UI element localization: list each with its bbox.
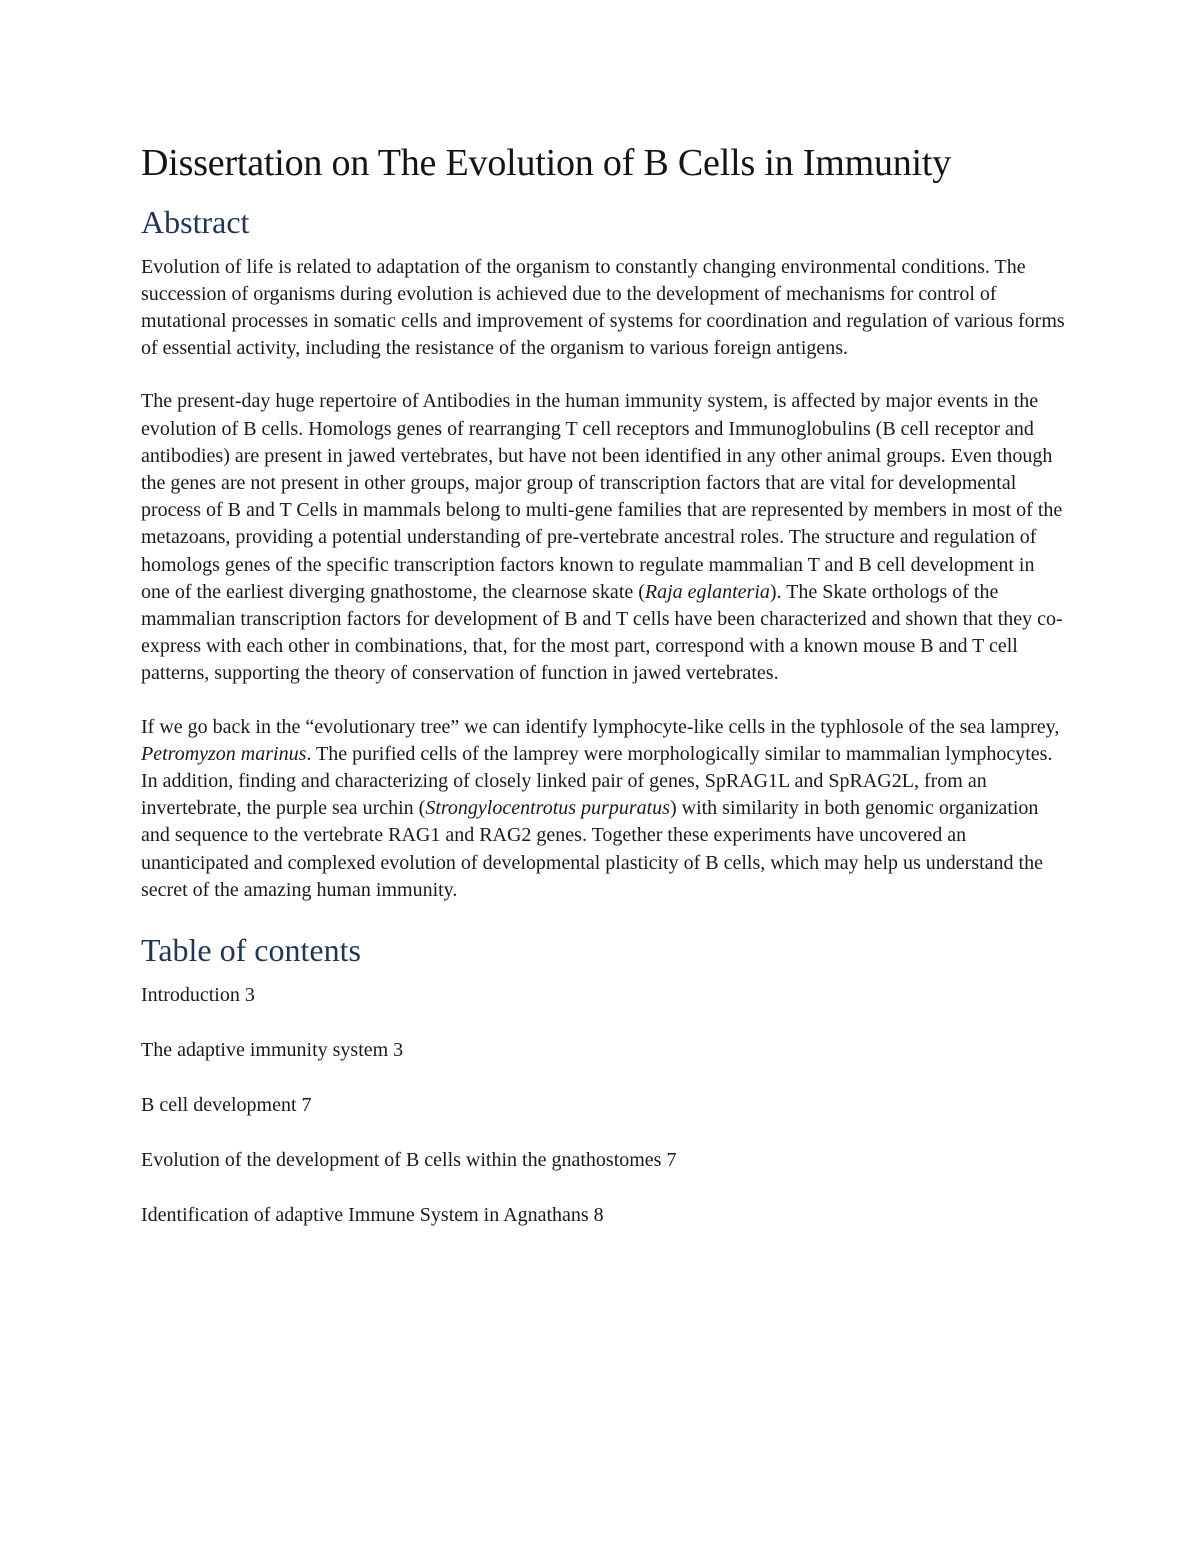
paragraph-text: The present-day huge repertoire of Antibodies in the human immunity system, is affected by major events in the evolution of B cells. Homologs genes of rearranging T cell receptors and Immunoglobulins (B cell receptor and antibodies) are present in jawed vertebrates, but have not been identified in any other animal groups. Even though the genes are not present in other groups, major group of transcription factors that are vital for developmental process of B and T Cells in mammals belong to multi-gene families that are represented by members in most of the metazoans, providing a potential understanding of pre-vertebrate ancestral roles. The structure and regulation of homologs genes of the specific transcription factors known to regulate mammalian T and B cell development in one of the earliest diverging gnathostome, the clearnose skate ( (141, 390, 1063, 603)
abstract-paragraph (141, 388, 1066, 687)
toc-item[interactable]: The adaptive immunity system 3 (141, 1038, 404, 1061)
paragraph-text: ) with similarity in both genomic organization and sequence to the vertebrate RAG1 and RAG2 genes. Together these experiments have uncovered an unanticipated and complexed evolution of developmental plasticity of B cells, which may help us understand the secret of the amazing human immunity. (141, 797, 1043, 901)
abstract-heading: Abstract (141, 203, 250, 240)
paragraph-text: Evolution of life is related to adaptation of the organism to constantly changing environmental conditions. The succession of organisms during evolution is achieved due to the development of mechanisms for control of mutational processes in somatic cells and improvement of systems for coordination and regulation of various forms of essential activity, including the resistance of the organism to various foreign antigens. (141, 255, 1065, 360)
document-page (141, 140, 1066, 1257)
toc-item[interactable]: B cell development 7 (141, 1093, 312, 1116)
paragraph-text: If we go back in the “evolutionary tree” we can identify lymphocyte-like cells in the typhlosole of the sea lamprey, (141, 715, 1060, 738)
abstract-paragraph (141, 714, 1066, 904)
italic-species-name: Strongylocentrotus purpuratus (425, 797, 670, 820)
toc-item[interactable]: Evolution of the development of B cells within the gnathostomes 7 (141, 1148, 677, 1171)
document-title: Dissertation on The Evolution of B Cells in Immunity (141, 142, 952, 184)
toc-heading: Table of contents (141, 931, 361, 968)
italic-species-name: Raja eglanteria (644, 580, 770, 603)
abstract-body (141, 254, 1066, 904)
italic-species-name: Petromyzon marinus (141, 742, 307, 765)
toc-item[interactable]: Identification of adaptive Immune System in Agnathans 8 (141, 1203, 604, 1226)
table-of-contents (141, 982, 1066, 1229)
paragraph-text: ). The Skate orthologs of the mammalian transcription factors for development of B and T cells have been characterized and shown that they co-express with each other in combinations, that, for the most part, correspond with a known mouse B and T cell patterns, supporting the theory of conservation of function in jawed vertebrates. (141, 580, 1063, 685)
paragraph-text: . The purified cells of the lamprey were morphologically similar to mammalian lymphocytes. In addition, finding and characterizing of closely linked pair of genes, SpRAG1L and SpRAG2L, from an invertebrate, the purple sea urchin ( (141, 742, 1053, 820)
abstract-paragraph (141, 254, 1066, 363)
toc-item[interactable]: Introduction 3 (141, 983, 255, 1006)
